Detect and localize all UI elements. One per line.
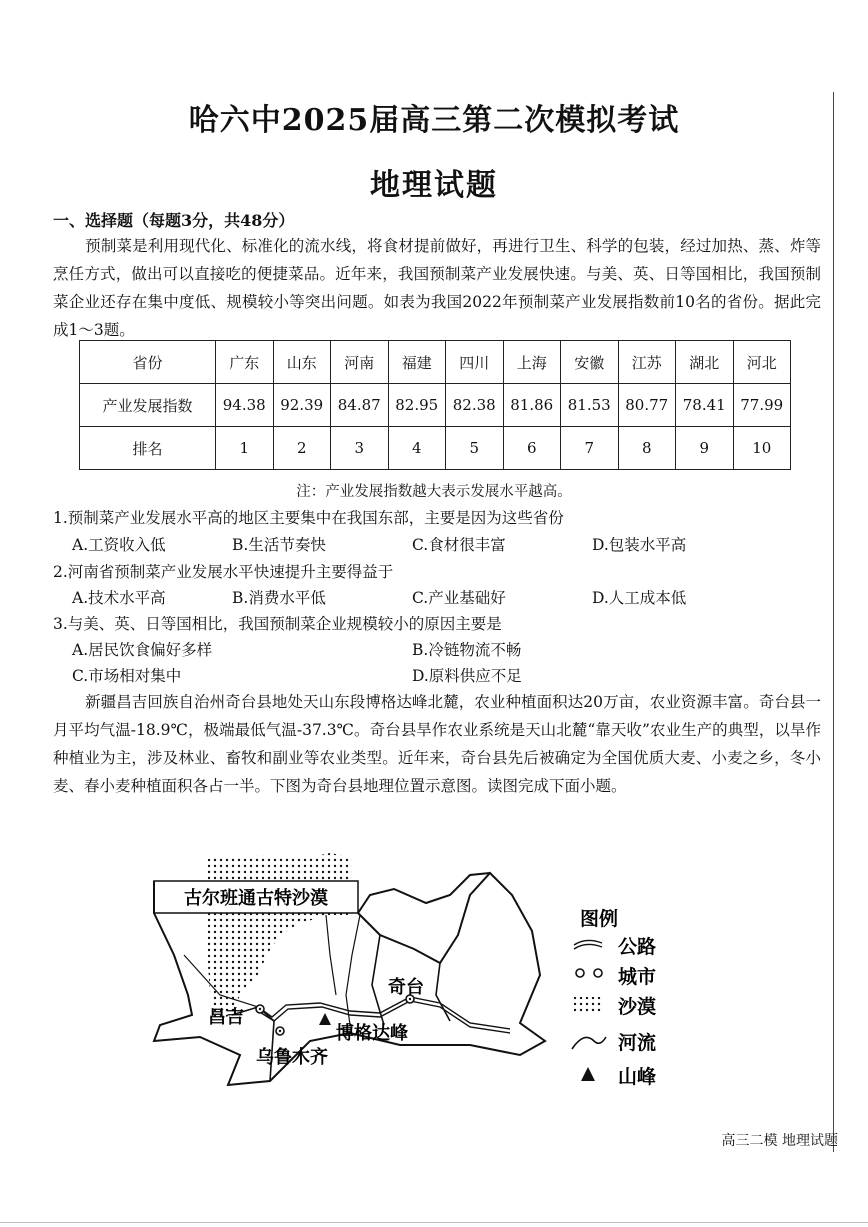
exam-title: 哈六中2025届高三第二次模拟考试: [188, 103, 680, 138]
table-note: 注：产业发展指数越大表示发展水平越高。: [296, 484, 572, 500]
row-label: 产业发展指数: [80, 384, 216, 427]
table-cell: 河南: [331, 341, 389, 384]
city-qitai-dot: [409, 998, 411, 1000]
table-cell: 81.53: [561, 384, 619, 427]
page-bottom-line: [0, 1222, 868, 1223]
table-cell: 7: [561, 427, 619, 470]
city-legend-icon: [576, 969, 584, 977]
question-2-stem: 2.河南省预制菜产业发展水平快速提升主要得益于: [53, 563, 394, 581]
section-heading: 一、选择题（每题3分，共48分）: [53, 211, 295, 230]
question-2-option-a[interactable]: A.技术水平高: [72, 589, 166, 607]
river: [346, 915, 360, 1025]
table-cell: 湖北: [676, 341, 734, 384]
table-cell: 77.99: [733, 384, 791, 427]
table-cell: 92.39: [273, 384, 331, 427]
row-label: 省份: [80, 341, 216, 384]
table-cell: 84.87: [331, 384, 389, 427]
river-legend-icon: [572, 1037, 606, 1049]
city-legend-icon-2: [594, 969, 602, 977]
question-1-option-a[interactable]: A.工资收入低: [72, 536, 166, 554]
table-cell: 广东: [216, 341, 274, 384]
qitai-location-map: [140, 845, 700, 1105]
table-cell: 82.95: [388, 384, 446, 427]
question-2-option-c[interactable]: C.产业基础好: [412, 589, 506, 607]
county-boundary-north: [358, 873, 490, 913]
table-row-province: [80, 341, 791, 384]
table-cell: 1: [216, 427, 274, 470]
city-qitai-label: 奇台: [388, 977, 424, 998]
legend-desert: 沙漠: [618, 996, 657, 1018]
legend-river: 河流: [618, 1032, 657, 1054]
table-cell: 山东: [273, 341, 331, 384]
passage-prepared-food: 预制菜是利用现代化、标准化的流水线，将食材提前做好，再进行卫生、科学的包装，经过加热、蒸、炸等烹任方式，做出可以直接吃的便捷菜品。近年来，我国预制菜产业发展快速。与美、英、日等国相比，我国预制菜企业还存在集中度低、规模较小等突出问题。如表为我国2022年预制菜产业发展指数前10名的省份。据此完成1～3题。: [53, 237, 821, 339]
passage-qitai: 新疆昌吉回族自治州奇台县地处天山东段博格达峰北麓，农业种植面积达20万亩，农业资源丰富。奇台县一月平均气温-18.9℃，极端最低气温-37.3℃。奇台县旱作农业系统是天山北麓“靠天收”农业生产的典型，以旱作种植业为主，涉及林业、畜牧和副业等农业类型。近年来，奇台县先后被确定为全国优质大麦、小麦之乡，冬小麦、春小麦种植面积各占一半。下图为奇台县地理位置示意图。读图完成下面小题。: [53, 693, 821, 795]
question-3-option-c[interactable]: C.市场相对集中: [72, 667, 182, 685]
province-index-table: [79, 340, 791, 470]
legend-title: 图例: [580, 908, 619, 930]
peak-icon: [319, 1013, 331, 1025]
table-cell: 80.77: [618, 384, 676, 427]
table-cell: 94.38: [216, 384, 274, 427]
city-changji-dot: [259, 1008, 261, 1010]
table-cell: 8: [618, 427, 676, 470]
subject-title: 地理试题: [370, 168, 498, 203]
question-1-option-b[interactable]: B.生活节奏快: [232, 536, 326, 554]
table-cell: 4: [388, 427, 446, 470]
table-cell: 上海: [503, 341, 561, 384]
legend-peak: 山峰: [618, 1066, 657, 1088]
question-3-stem: 3.与美、英、日等国相比，我国预制菜企业规模较小的原因主要是: [53, 615, 502, 633]
city-urumqi-label: 乌鲁木齐: [256, 1047, 328, 1068]
desert-area: [208, 853, 352, 1021]
legend-road: 公路: [618, 936, 657, 958]
table-cell: 安徽: [561, 341, 619, 384]
page-footer: 高三二模 地理试题: [721, 1133, 838, 1149]
question-1-option-c[interactable]: C.食材很丰富: [412, 536, 506, 554]
table-cell: 2: [273, 427, 331, 470]
margin-line: [833, 92, 834, 1152]
table-cell: 四川: [446, 341, 504, 384]
table-cell: 江苏: [618, 341, 676, 384]
city-urumqi-dot: [279, 1030, 281, 1032]
question-2-option-b[interactable]: B.消费水平低: [232, 589, 326, 607]
table-cell: 78.41: [676, 384, 734, 427]
table-cell: 6: [503, 427, 561, 470]
row-label: 排名: [80, 427, 216, 470]
table-cell: 河北: [733, 341, 791, 384]
question-2-option-d[interactable]: D.人工成本低: [592, 589, 687, 607]
table-cell: 10: [733, 427, 791, 470]
desert-legend-icon: [574, 997, 602, 1013]
table-cell: 福建: [388, 341, 446, 384]
table-cell: 3: [331, 427, 389, 470]
road-legend-icon-line: [574, 944, 602, 949]
table-cell: 81.86: [503, 384, 561, 427]
legend-city: 城市: [618, 966, 657, 988]
peak-label: 博格达峰: [336, 1023, 408, 1044]
desert-label: 古尔班通古特沙漠: [184, 888, 328, 909]
question-3-option-d[interactable]: D.原料供应不足: [412, 667, 522, 685]
question-3-option-b[interactable]: B.冷链物流不畅: [412, 641, 522, 659]
river: [326, 915, 336, 995]
table-cell: 9: [676, 427, 734, 470]
table-cell: 82.38: [446, 384, 504, 427]
table-row-index: [80, 384, 791, 427]
table-cell: 5: [446, 427, 504, 470]
peak-legend-icon: [581, 1067, 595, 1081]
question-3-option-a[interactable]: A.居民饮食偏好多样: [72, 641, 213, 659]
question-1-option-d[interactable]: D.包装水平高: [592, 536, 687, 554]
table-row-rank: [80, 427, 791, 470]
city-changji-label: 昌吉: [208, 1007, 244, 1028]
question-1-stem: 1.预制菜产业发展水平高的地区主要集中在我国东部，主要是因为这些省份: [53, 509, 564, 527]
